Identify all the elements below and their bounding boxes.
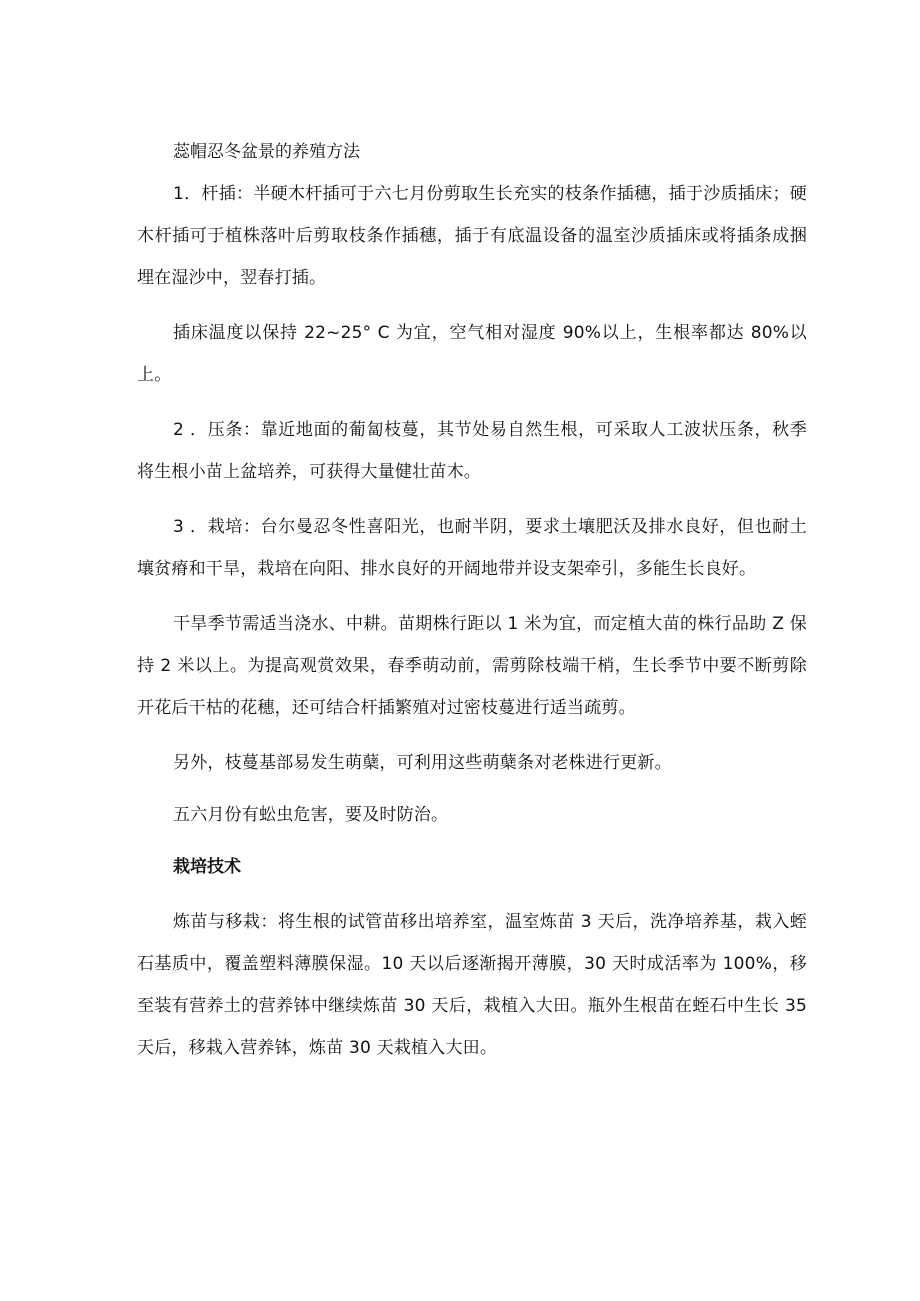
paragraph-bed-temperature: 插床温度以保持 22~25° C 为宜，空气相对湿度 90%以上，生根率都达 80%以上。: [137, 323, 807, 385]
paragraph-pests: 五六月份有蚣虫危害，要及时防治。: [173, 805, 449, 825]
document-body: [137, 131, 807, 1082]
section-title: 栽培技术: [173, 857, 241, 877]
paragraph-hardening-transplant: 炼苗与移栽：将生根的试管苗移出培养室，温室炼苗 3 天后，洗净培养基，栽入蛭石基质中，覆盖塑料薄膜保湿。10 天以后逐渐揭开薄膜，30 天时成活率为 100%，移至装有营养土的营养钵中继续炼苗 30 天后，栽植入大田。瓶外生根苗在蛭石中生长 35 天后，移栽入营养钵，炼苗 30 天栽植入大田。: [137, 912, 807, 1058]
paragraph-drought-season: 干旱季节需适当浇水、中耕。苗期株行距以 1 米为宜，而定植大苗的株行品助 Z 保持 2 米以上。为提高观赏效果，春季萌动前，需剪除枝端干梢，生长季节中要不断剪除开花后干枯的花穗，还可结合杆插繁殖对过密枝蔓进行适当疏剪。: [137, 614, 807, 718]
paragraph-cutting: 1．杆插：半硬木杆插可于六七月份剪取生长充实的枝条作插穗，插于沙质插床；硬木杆插可于植株落叶后剪取枝条作插穗，插于有底温设备的温室沙质插床或将插条成捆埋在湿沙中，翌春打插。: [137, 184, 807, 288]
paragraph-cultivation: 3 ．栽培：台尔曼忍冬性喜阳光，也耐半阴，要求土壤肥沃及排水良好，但也耐土壤贫瘠和干旱，栽培在向阳、排水良好的开阔地带并设支架牵引，多能生长良好。: [137, 517, 807, 579]
document-title: 蕊帽忍冬盆景的养殖方法: [173, 142, 360, 162]
paragraph-layering: 2 ．压条：靠近地面的葡匐枝蔓，其节处易自然生根，可采取人工波状压条，秋季将生根小苗上盆培养，可获得大量健壮苗木。: [137, 420, 807, 482]
paragraph-suckers: 另外，枝蔓基部易发生萌蘖，可利用这些萌蘖条对老株进行更新。: [173, 753, 672, 773]
